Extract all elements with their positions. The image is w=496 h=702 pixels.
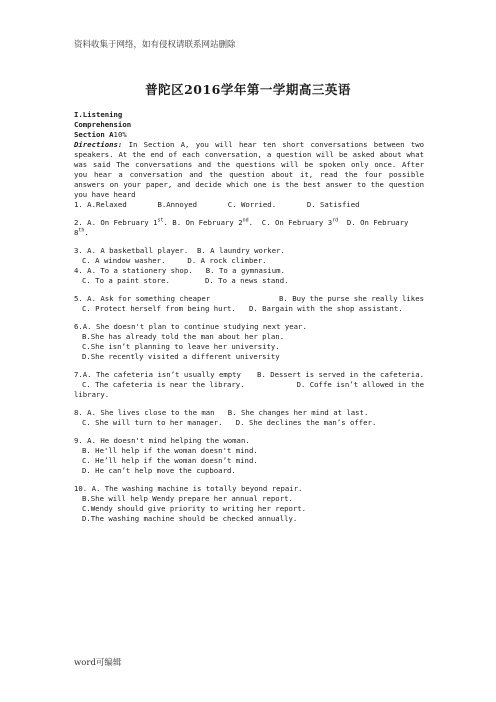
section-subheading: Comprehension — [74, 120, 132, 129]
question-10-c: C.Wendy should give priority to writing her report. — [82, 504, 307, 513]
directions-paragraph — [74, 140, 424, 200]
question-7-options: C. The cafeteria is near the library. D. Coffe isn’t allowed in the — [82, 380, 424, 389]
question-10-b: B.She will help Wendy prepare her annual report. — [82, 494, 293, 503]
question-4-options: C. To a paint store. D. To a news stand. — [82, 276, 289, 285]
question-8-options: C. She will turn to her manager. D. She declines the man’s offer. — [82, 418, 377, 427]
question-6: 6.A. She doesn't plan to continue studying next year. — [74, 322, 307, 331]
question-10: 10. A. The washing machine is totally beyond repair. — [74, 484, 303, 493]
directions-text: In Section A, you will hear ten short conversations between two speakers. At the end of each conversation, a question will be asked about what was said The conversations and the questions will be spoken only once. After you hear a conversation and the question about it, read the four possible answers on your paper, and decide which one is the best answer to the question you have heard — [74, 140, 424, 199]
question-10-d: D.The washing machine should be checked annually. — [82, 514, 298, 523]
question-9-d: D. He can’t help move the cupboard. — [82, 466, 236, 475]
section-heading: I.Listening — [74, 110, 123, 119]
question-2: 2. A. On February 1st. B. On February 2nd. C. On February 3rd D. On February — [74, 217, 409, 227]
section-a-line — [74, 130, 424, 140]
question-9-b: B. He'll help if the woman doesn't mind. — [82, 446, 258, 455]
question-5: 5. A. Ask for something cheaper B. Buy the purse she really likes — [74, 294, 424, 303]
question-6-d: D.She recently visited a different university — [82, 352, 280, 361]
section-a-percent: 10% — [113, 130, 127, 139]
header-note: 资料收集于网络，如有侵权请联系网站删除 — [74, 40, 236, 50]
question-4: 4. A. To a stationery shop. B. To a gymnasium. — [74, 266, 285, 275]
question-5-options: C. Protect herself from being hurt. D. Bargain with the shop assistant. — [82, 304, 403, 313]
footer-note: word可编辑 — [74, 658, 122, 668]
page-title: 普陀区2016学年第一学期高三英语 — [145, 82, 351, 97]
question-3: 3. A. A basketball player. B. A laundry worker. — [74, 246, 285, 255]
question-2-cont: 8th. — [74, 227, 89, 237]
question-8: 8. A. She lives close to the man B. She changes her mind at last. — [74, 408, 369, 417]
question-9-c: C. He’ll help if the woman doesn’t mind. — [82, 456, 258, 465]
question-6-c: C.She isn’t planning to leave her university. — [82, 342, 280, 351]
question-1: 1. A.Relaxed B.Annoyed C. Worried. D. Satisfied — [74, 200, 360, 209]
question-7-cont: library. — [74, 390, 110, 399]
question-7: 7.A. The cafeteria isn’t usually empty B. Dessert is served in the cafeteria. — [74, 370, 424, 379]
question-3-options: C. A window washer. D. A rock climber. — [82, 256, 267, 265]
question-9: 9. A. He doesn't mind helping the woman. — [74, 436, 250, 445]
document-body — [74, 110, 424, 524]
section-a-label: Section A — [74, 130, 114, 139]
question-6-b: B.She has already told the man about her plan. — [82, 332, 285, 341]
directions-label: Directions: — [74, 140, 123, 149]
